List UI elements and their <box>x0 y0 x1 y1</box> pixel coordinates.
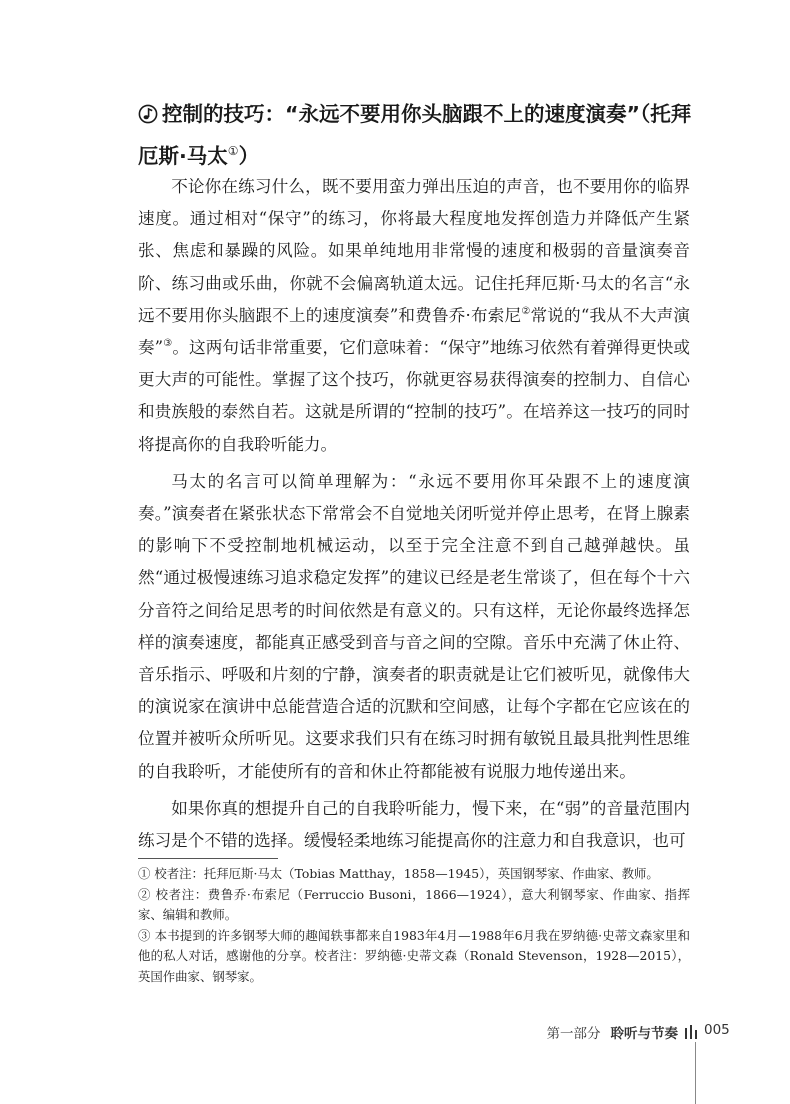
footnote-item: ① 校者注：托拜厄斯·马太（Tobias Matthay，1858—1945），英国钢琴家、作曲家、教师。 <box>138 866 659 881</box>
section-heading <box>138 96 698 175</box>
paragraph: 马太的名言可以简单理解为：“永远不要用你耳朵跟不上的速度演奏。”演奏者在紧张状态下常常会不自觉地关闭听觉并停止思考，在肾上腺素的影响下不受控制地机械运动，以至于完全注意不到自己越弹越快。虽然“通过极慢速练习追求稳定发挥”的建议已经是老生常谈了，但在每个十六分音符之间给足思考的时间依然是有意义的。只有这样，无论你最终选择怎样的演奏速度，都能真正感受到音与音之间的空隙。音乐中充满了休止符、音乐指示、呼吸和片刻的宁静，演奏者的职责就是让它们被听见，就像伟大的演说家在演讲中总能营造合适的沉默和空间感，让每个字都在它应该在的位置并被听众所听见。这要求我们只有在练习时拥有敏锐且最具批判性思维的自我聆听，才能使所有的音和休止符都能被有说服力地传递出来。 <box>138 471 690 781</box>
page-number: 005 <box>704 1022 730 1038</box>
section-heading-text: 控制的技巧：“永远不要用你头脑跟不上的速度演奏”（托拜厄斯·马太 <box>138 102 692 168</box>
margin-rule <box>695 1042 696 1104</box>
section-heading-close: ） <box>238 144 260 168</box>
footer-chapter: 聆听与节奏 <box>610 1026 678 1042</box>
paragraph: 如果你真的想提升自己的自我聆听能力，慢下来，在“弱”的音量范围内练习是个不错的选择。缓慢轻柔地练习能提高你的注意力和自我意识，也可 <box>138 798 690 851</box>
running-footer <box>547 1022 679 1042</box>
paragraph: 不论你在练习什么，既不要用蛮力弹出压迫的声音，也不要用你的临界速度。通过相对“保守”的练习，你将最大程度地发挥创造力并降低产生紧张、焦虑和暴躁的风险。如果单纯地用非常慢的速度和极弱的音量演奏音阶、练习曲或乐曲，你就不会偏离轨道太远。记住托拜厄斯·马太的名言“永远不要用你头脑跟不上的速度演奏”和费鲁乔·布索尼②常说的“我从不大声演奏”③。这两句话非常重要，它们意味着：“保守”地练习依然有着弹得更快或更大声的可能性。掌握了这个技巧，你就更容易获得演奏的控制力、自信心和贵族般的泰然自若。这就是所谓的“控制的技巧”。在培养这一技巧的同时将提高你的自我聆听能力。 <box>138 177 690 454</box>
footnote-item: ③ 本书提到的许多钢琴大师的趣闻轶事都来自1983年4月—1988年6月我在罗纳德·史蒂文森家里和他的私人对话，感谢他的分享。校者注：罗纳德·史蒂文森（Ronald Stevenson，1928—2015），英国作曲家、钢琴家。 <box>138 927 690 984</box>
footnote-item: ② 校者注：费鲁乔·布索尼（Ferruccio Busoni，1866—1924），意大利钢琴家、作曲家、指挥家、编辑和教师。 <box>138 886 690 923</box>
footnote-divider <box>138 858 278 859</box>
footnotes <box>138 864 690 988</box>
page-bars-icon <box>684 1024 698 1040</box>
footnote-ref[interactable]: ① <box>227 144 239 158</box>
footnote-ref[interactable]: ③ <box>163 338 173 350</box>
music-note-icon <box>138 104 158 124</box>
footer-part: 第一部分 <box>546 1026 601 1042</box>
footnote-ref[interactable]: ② <box>521 305 531 317</box>
body-text <box>138 171 690 862</box>
